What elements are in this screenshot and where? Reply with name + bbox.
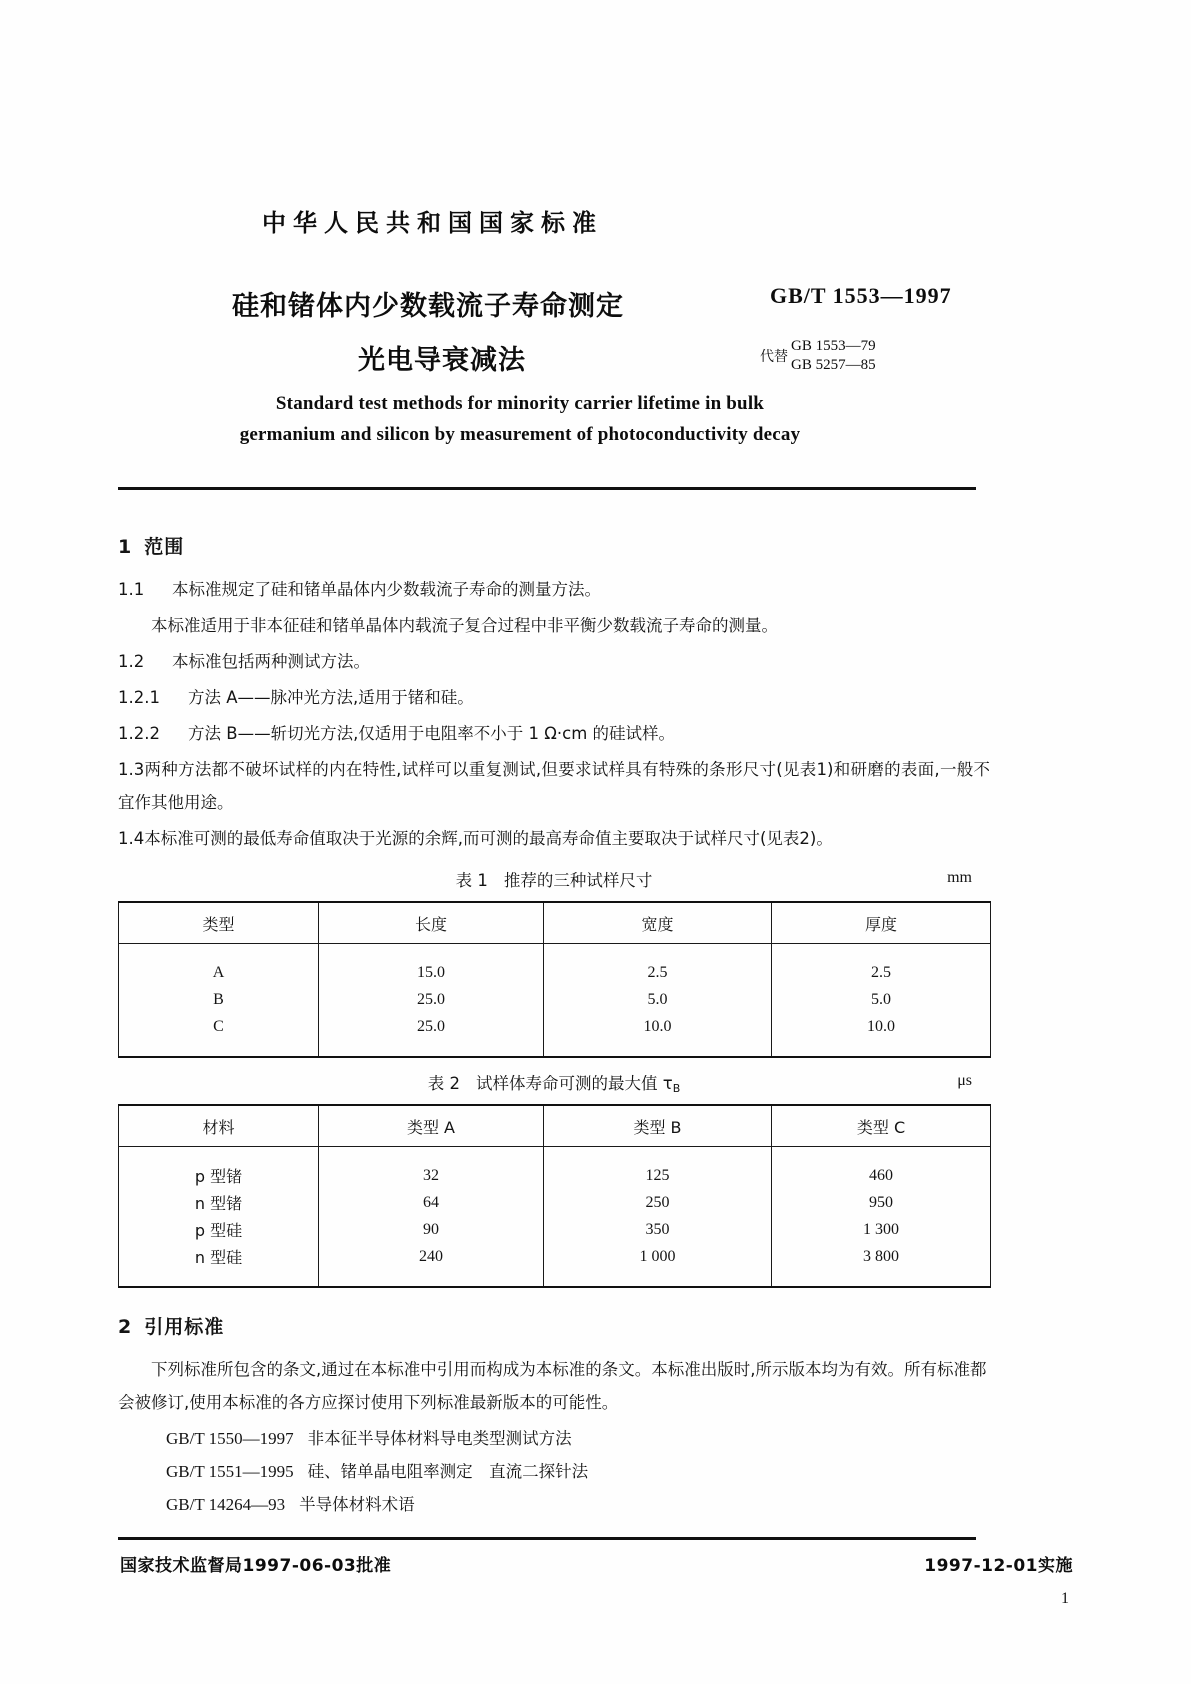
clause-number-1-1: 1.1 xyxy=(118,580,145,599)
clause-text-1-2: 本标准包括两种测试方法。 xyxy=(172,652,370,671)
standard-number: GB/T 1553—1997 xyxy=(770,283,952,308)
table2-r0-c1: 32 xyxy=(319,1162,544,1189)
table-row xyxy=(119,1189,991,1216)
reference-item-2 xyxy=(118,1455,990,1488)
table-row xyxy=(119,1013,991,1040)
table2-r0-c2: 125 xyxy=(544,1162,772,1189)
table2-r1-c3: 950 xyxy=(772,1189,991,1216)
reference-item-3 xyxy=(118,1488,990,1521)
clause-text-1-2-1: 方法 A——脉冲光方法,适用于锗和硅。 xyxy=(188,688,474,707)
table-row xyxy=(119,1243,991,1270)
section-number-1: 1 xyxy=(118,536,133,558)
clause-number-1-2: 1.2 xyxy=(118,652,145,671)
table-row xyxy=(119,1216,991,1243)
clause-number-1-2-1: 1.2.1 xyxy=(118,688,160,707)
table1-col-type: 类型 xyxy=(119,902,319,944)
replaces-label: 代替 xyxy=(760,349,788,365)
header-divider-rule xyxy=(118,487,976,490)
clause-text-1-4: 本标准可测的最低寿命值取决于光源的余辉,而可测的最高寿命值主要取决于试样尺寸(见表2)。 xyxy=(144,829,833,848)
table1-r2-c3: 10.0 xyxy=(772,1013,991,1040)
table1-spacer-bottom xyxy=(119,1040,991,1057)
table1-caption-row xyxy=(118,867,990,901)
clause-text-1-3: 两种方法都不破坏试样的内在特性,试样可以重复测试,但要求试样具有特殊的条形尺寸(见表1)和研磨的表面,一般不宜作其他用途。 xyxy=(118,760,990,812)
table2-caption-number: 表 2 xyxy=(427,1074,460,1093)
table1-r0-c1: 15.0 xyxy=(319,959,544,986)
document-body xyxy=(118,520,990,1521)
reference-title-3: 半导体材料术语 xyxy=(299,1495,415,1514)
table2-caption-text: 试样体寿命可测的最大值 τ xyxy=(476,1074,673,1093)
table2-r3-c2: 1 000 xyxy=(544,1243,772,1270)
clause-1-4 xyxy=(118,822,990,855)
table2-caption-row xyxy=(118,1070,990,1104)
table2-caption xyxy=(118,1070,990,1094)
replaces-block xyxy=(760,337,876,375)
table2-r0-c3: 460 xyxy=(772,1162,991,1189)
table2-r3-c3: 3 800 xyxy=(772,1243,991,1270)
chinese-title-line-1: 硅和锗体内少数载流子寿命测定 xyxy=(232,291,624,322)
table1-col-width: 宽度 xyxy=(544,902,772,944)
section-number-2: 2 xyxy=(118,1316,133,1338)
clause-1-2-1 xyxy=(118,681,990,714)
table2-caption-subscript: B xyxy=(672,1082,681,1095)
section-heading-scope xyxy=(118,532,990,559)
section-heading-references xyxy=(118,1312,990,1339)
table2-r2-c1: 90 xyxy=(319,1216,544,1243)
table1-r1-c2: 5.0 xyxy=(544,986,772,1013)
table1-r2-c1: 25.0 xyxy=(319,1013,544,1040)
section-title-2: 引用标准 xyxy=(144,1316,225,1338)
table2 xyxy=(118,1104,991,1288)
english-title-line-1: Standard test methods for minority carrier lifetime in bulk xyxy=(275,393,765,414)
table1-unit: mm xyxy=(947,869,972,886)
table1 xyxy=(118,901,991,1058)
table2-r3-c1: 240 xyxy=(319,1243,544,1270)
table1-col-thickness: 厚度 xyxy=(772,902,991,944)
english-title-block xyxy=(0,388,1040,450)
section-title-1: 范围 xyxy=(144,536,185,558)
reference-title-2: 硅、锗单晶电阻率测定 直流二探针法 xyxy=(307,1462,589,1481)
page-number: 1 xyxy=(1061,1590,1069,1607)
table1-caption-number: 表 1 xyxy=(455,871,488,890)
table2-spacer-top xyxy=(119,1147,991,1163)
replaced-standard-2: GB 5257—85 xyxy=(791,357,876,373)
clause-number-1-2-2: 1.2.2 xyxy=(118,724,160,743)
table1-r1-c1: 25.0 xyxy=(319,986,544,1013)
table1-spacer-top xyxy=(119,944,991,960)
clause-1-2-2 xyxy=(118,717,990,750)
table1-header-row xyxy=(119,902,991,944)
table2-r2-c2: 350 xyxy=(544,1216,772,1243)
table2-r1-c2: 250 xyxy=(544,1189,772,1216)
table1-r0-c2: 2.5 xyxy=(544,959,772,986)
table1-col-length: 长度 xyxy=(319,902,544,944)
references-intro-paragraph: 下列标准所包含的条文,通过在本标准中引用而构成为本标准的条文。本标准出版时,所示版本均为有效。所有标准都会被修订,使用本标准的各方应探讨使用下列标准最新版本的可能性。 xyxy=(118,1360,987,1412)
table1-r0-c0: A xyxy=(119,959,319,986)
clause-1-3 xyxy=(118,753,990,819)
table2-r2-c0: p 型硅 xyxy=(119,1216,319,1243)
clause-number-1-4: 1.4 xyxy=(118,829,145,848)
reference-code-2: GB/T 1551—1995 xyxy=(166,1462,294,1481)
table2-r1-c1: 64 xyxy=(319,1189,544,1216)
footer-divider-rule xyxy=(118,1537,976,1540)
table1-r0-c3: 2.5 xyxy=(772,959,991,986)
clause-number-1-3: 1.3 xyxy=(118,760,145,779)
clause-text-1-2-2: 方法 B——斩切光方法,仅适用于电阻率不小于 1 Ω·cm 的硅试样。 xyxy=(188,724,676,743)
table1-r1-c0: B xyxy=(119,986,319,1013)
table1-r2-c2: 10.0 xyxy=(544,1013,772,1040)
clause-1-1 xyxy=(118,573,990,606)
footer-implementation-text: 1997-12-01实施 xyxy=(924,1556,1073,1576)
table-row xyxy=(119,1162,991,1189)
table2-r2-c3: 1 300 xyxy=(772,1216,991,1243)
table2-header-row xyxy=(119,1105,991,1147)
table1-r2-c0: C xyxy=(119,1013,319,1040)
table2-col-type-c: 类型 C xyxy=(772,1105,991,1147)
table2-col-type-a: 类型 A xyxy=(319,1105,544,1147)
reference-item-1 xyxy=(118,1422,990,1455)
table2-r3-c0: n 型硅 xyxy=(119,1243,319,1270)
table1-r1-c3: 5.0 xyxy=(772,986,991,1013)
clause-1-1-paragraph-2: 本标准适用于非本征硅和锗单晶体内载流子复合过程中非平衡少数载流子寿命的测量。 xyxy=(151,616,778,635)
table2-col-type-b: 类型 B xyxy=(544,1105,772,1147)
reference-code-1: GB/T 1550—1997 xyxy=(166,1429,294,1448)
national-standard-header: 中华人民共和国国家标准 xyxy=(262,209,603,237)
table2-col-material: 材料 xyxy=(119,1105,319,1147)
clause-text-1-1: 本标准规定了硅和锗单晶体内少数载流子寿命的测量方法。 xyxy=(172,580,601,599)
clause-1-2 xyxy=(118,645,990,678)
replaces-list xyxy=(791,337,876,375)
table2-unit: μs xyxy=(957,1072,972,1089)
replaced-standard-1: GB 1553—79 xyxy=(791,338,876,354)
footer-approval-text: 国家技术监督局1997-06-03批准 xyxy=(120,1556,392,1576)
table-row xyxy=(119,986,991,1013)
reference-code-3: GB/T 14264—93 xyxy=(166,1495,286,1514)
chinese-title-line-2: 光电导衰减法 xyxy=(358,345,526,376)
table2-r1-c0: n 型锗 xyxy=(119,1189,319,1216)
table1-caption-text: 推荐的三种试样尺寸 xyxy=(503,871,653,890)
table2-spacer-bottom xyxy=(119,1270,991,1287)
reference-title-1: 非本征半导体材料导电类型测试方法 xyxy=(307,1429,572,1448)
chinese-title-block xyxy=(232,280,672,388)
english-title-line-2: germanium and silicon by measurement of photoconductivity decay xyxy=(239,424,801,445)
table2-r0-c0: p 型锗 xyxy=(119,1162,319,1189)
table1-caption xyxy=(118,867,990,891)
table-row xyxy=(119,959,991,986)
